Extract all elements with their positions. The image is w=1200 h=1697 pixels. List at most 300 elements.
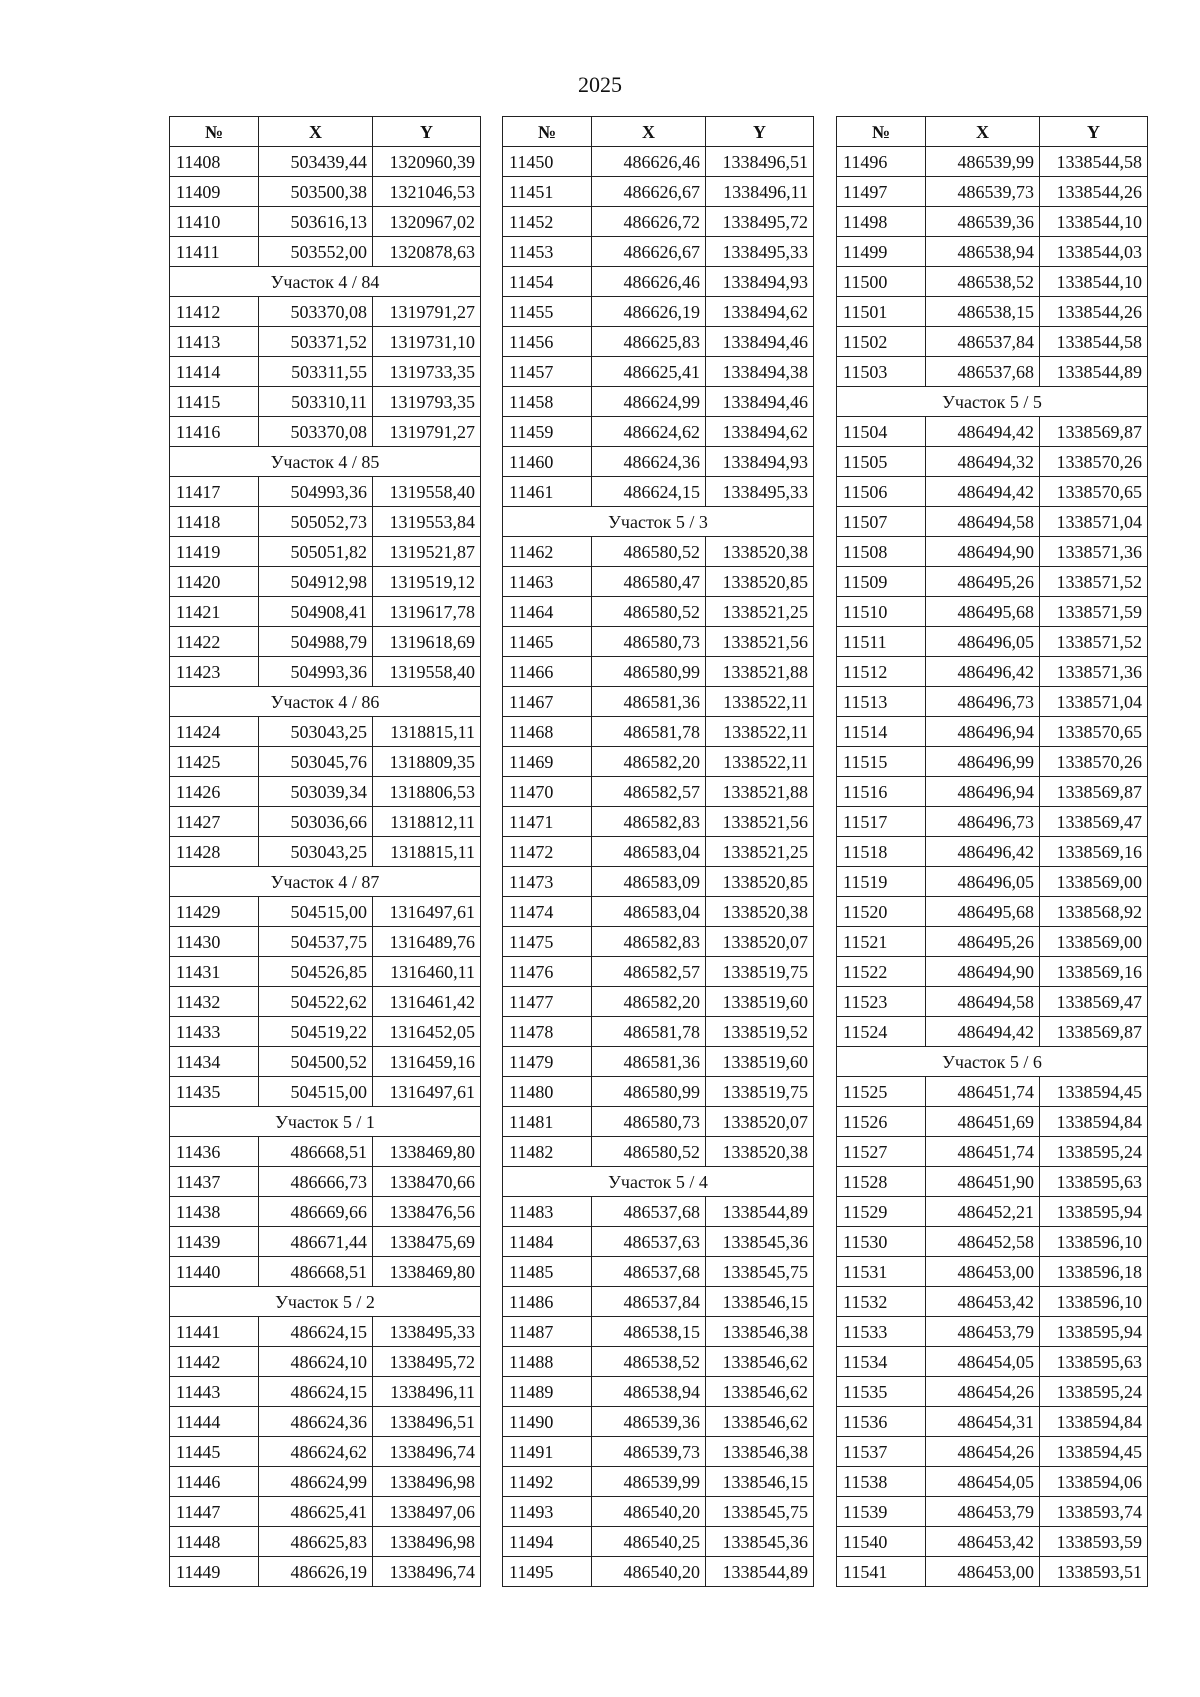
table-row	[503, 267, 814, 297]
table-row	[170, 777, 481, 807]
table-row	[503, 1017, 814, 1047]
y-coordinate-cell: 1338521,56	[706, 627, 814, 657]
x-coordinate-cell: 504908,41	[259, 597, 373, 627]
point-number-cell: 11422	[170, 627, 259, 657]
point-number-cell: 11417	[170, 477, 259, 507]
point-number-cell: 11423	[170, 657, 259, 687]
x-coordinate-cell: 486624,36	[592, 447, 706, 477]
table-row	[503, 207, 814, 237]
point-number-cell: 11489	[503, 1377, 592, 1407]
point-number-cell: 11475	[503, 927, 592, 957]
y-coordinate-cell: 1319791,27	[373, 297, 481, 327]
x-coordinate-cell: 486671,44	[259, 1227, 373, 1257]
point-number-cell: 11438	[170, 1197, 259, 1227]
table-row	[837, 897, 1148, 927]
x-coordinate-cell: 504515,00	[259, 897, 373, 927]
y-coordinate-cell: 1338544,89	[1040, 357, 1148, 387]
point-number-cell: 11424	[170, 717, 259, 747]
point-number-cell: 11491	[503, 1437, 592, 1467]
point-number-cell: 11468	[503, 717, 592, 747]
x-coordinate-cell: 486582,57	[592, 777, 706, 807]
table-row	[170, 417, 481, 447]
point-number-cell: 11439	[170, 1227, 259, 1257]
table-row	[837, 477, 1148, 507]
y-coordinate-cell: 1338545,75	[706, 1257, 814, 1287]
table-row	[170, 1497, 481, 1527]
y-coordinate-cell: 1338570,26	[1040, 747, 1148, 777]
table-row	[837, 867, 1148, 897]
x-coordinate-cell: 486453,42	[926, 1527, 1040, 1557]
y-coordinate-cell: 1320878,63	[373, 237, 481, 267]
point-number-cell: 11507	[837, 507, 926, 537]
point-number-cell: 11429	[170, 897, 259, 927]
table-row	[837, 597, 1148, 627]
x-coordinate-cell: 486582,20	[592, 987, 706, 1017]
table-row	[837, 627, 1148, 657]
table-row	[503, 1197, 814, 1227]
point-number-cell: 11471	[503, 807, 592, 837]
x-coordinate-cell: 486540,20	[592, 1557, 706, 1587]
table-row	[503, 447, 814, 477]
table-row	[837, 957, 1148, 987]
point-number-cell: 11419	[170, 537, 259, 567]
point-number-cell: 11463	[503, 567, 592, 597]
x-coordinate-cell: 486626,19	[592, 297, 706, 327]
y-coordinate-cell: 1319558,40	[373, 657, 481, 687]
point-number-cell: 11418	[170, 507, 259, 537]
header-y: Y	[1040, 117, 1148, 147]
point-number-cell: 11516	[837, 777, 926, 807]
table-row	[170, 1407, 481, 1437]
table-row	[170, 1167, 481, 1197]
table-row	[503, 987, 814, 1017]
table-row	[837, 1257, 1148, 1287]
x-coordinate-cell: 486454,05	[926, 1467, 1040, 1497]
x-coordinate-cell: 486453,79	[926, 1317, 1040, 1347]
x-coordinate-cell: 486624,62	[592, 417, 706, 447]
y-coordinate-cell: 1318812,11	[373, 807, 481, 837]
x-coordinate-cell: 486494,32	[926, 447, 1040, 477]
point-number-cell: 11448	[170, 1527, 259, 1557]
table-row	[170, 987, 481, 1017]
table-row	[837, 987, 1148, 1017]
y-coordinate-cell: 1338595,63	[1040, 1347, 1148, 1377]
y-coordinate-cell: 1338496,98	[373, 1527, 481, 1557]
point-number-cell: 11440	[170, 1257, 259, 1287]
point-number-cell: 11442	[170, 1347, 259, 1377]
point-number-cell: 11443	[170, 1377, 259, 1407]
y-coordinate-cell: 1338520,38	[706, 1137, 814, 1167]
x-coordinate-cell: 486538,94	[926, 237, 1040, 267]
point-number-cell: 11529	[837, 1197, 926, 1227]
y-coordinate-cell: 1338494,62	[706, 297, 814, 327]
y-coordinate-cell: 1338569,87	[1040, 1017, 1148, 1047]
table-row	[503, 357, 814, 387]
table-row	[503, 657, 814, 687]
y-coordinate-cell: 1338594,84	[1040, 1407, 1148, 1437]
point-number-cell: 11420	[170, 567, 259, 597]
x-coordinate-cell: 486538,15	[592, 1317, 706, 1347]
y-coordinate-cell: 1338596,18	[1040, 1257, 1148, 1287]
point-number-cell: 11414	[170, 357, 259, 387]
section-row	[837, 1047, 1148, 1077]
x-coordinate-cell: 486538,52	[926, 267, 1040, 297]
point-number-cell: 11431	[170, 957, 259, 987]
x-coordinate-cell: 486537,84	[926, 327, 1040, 357]
x-coordinate-cell: 486580,52	[592, 537, 706, 567]
x-coordinate-cell: 504537,75	[259, 927, 373, 957]
y-coordinate-cell: 1338522,11	[706, 747, 814, 777]
x-coordinate-cell: 503370,08	[259, 417, 373, 447]
y-coordinate-cell: 1338568,92	[1040, 897, 1148, 927]
point-number-cell: 11461	[503, 477, 592, 507]
point-number-cell: 11428	[170, 837, 259, 867]
point-number-cell: 11465	[503, 627, 592, 657]
table-row	[837, 327, 1148, 357]
x-coordinate-cell: 486495,68	[926, 597, 1040, 627]
y-coordinate-cell: 1338569,16	[1040, 957, 1148, 987]
table-row	[837, 507, 1148, 537]
table-row	[503, 237, 814, 267]
y-coordinate-cell: 1338596,10	[1040, 1227, 1148, 1257]
section-row	[837, 387, 1148, 417]
y-coordinate-cell: 1319618,69	[373, 627, 481, 657]
x-coordinate-cell: 505051,82	[259, 537, 373, 567]
y-coordinate-cell: 1338544,89	[706, 1557, 814, 1587]
point-number-cell: 11525	[837, 1077, 926, 1107]
point-number-cell: 11522	[837, 957, 926, 987]
table-row	[837, 807, 1148, 837]
header-row	[170, 117, 481, 147]
table-row	[503, 147, 814, 177]
x-coordinate-cell: 486539,73	[592, 1437, 706, 1467]
y-coordinate-cell: 1338520,07	[706, 927, 814, 957]
y-coordinate-cell: 1338544,10	[1040, 207, 1148, 237]
point-number-cell: 11509	[837, 567, 926, 597]
y-coordinate-cell: 1338522,11	[706, 687, 814, 717]
point-number-cell: 11524	[837, 1017, 926, 1047]
table-row	[170, 1527, 481, 1557]
table-row	[503, 1557, 814, 1587]
table-row	[837, 237, 1148, 267]
table-row	[837, 1137, 1148, 1167]
table-row	[837, 1317, 1148, 1347]
table-row	[503, 477, 814, 507]
x-coordinate-cell: 486539,36	[926, 207, 1040, 237]
x-coordinate-cell: 486539,99	[592, 1467, 706, 1497]
x-coordinate-cell: 486496,73	[926, 807, 1040, 837]
y-coordinate-cell: 1338495,72	[706, 207, 814, 237]
x-coordinate-cell: 486494,90	[926, 957, 1040, 987]
table-row	[170, 747, 481, 777]
x-coordinate-cell: 486625,41	[259, 1497, 373, 1527]
y-coordinate-cell: 1338571,52	[1040, 567, 1148, 597]
y-coordinate-cell: 1338494,93	[706, 267, 814, 297]
point-number-cell: 11532	[837, 1287, 926, 1317]
table-row	[503, 1407, 814, 1437]
y-coordinate-cell: 1321046,53	[373, 177, 481, 207]
point-number-cell: 11416	[170, 417, 259, 447]
x-coordinate-cell: 486494,42	[926, 1017, 1040, 1047]
table-row	[170, 537, 481, 567]
header-y: Y	[373, 117, 481, 147]
table-row	[837, 357, 1148, 387]
point-number-cell: 11411	[170, 237, 259, 267]
table-row	[170, 357, 481, 387]
table-row	[503, 957, 814, 987]
y-coordinate-cell: 1338544,03	[1040, 237, 1148, 267]
y-coordinate-cell: 1338570,26	[1040, 447, 1148, 477]
x-coordinate-cell: 503039,34	[259, 777, 373, 807]
table-row	[170, 807, 481, 837]
x-coordinate-cell: 503045,76	[259, 747, 373, 777]
y-coordinate-cell: 1338595,63	[1040, 1167, 1148, 1197]
point-number-cell: 11462	[503, 537, 592, 567]
table-row	[170, 627, 481, 657]
point-number-cell: 11449	[170, 1557, 259, 1587]
y-coordinate-cell: 1338594,45	[1040, 1437, 1148, 1467]
y-coordinate-cell: 1338522,11	[706, 717, 814, 747]
y-coordinate-cell: 1338469,80	[373, 1137, 481, 1167]
point-number-cell: 11425	[170, 747, 259, 777]
point-number-cell: 11408	[170, 147, 259, 177]
point-number-cell: 11488	[503, 1347, 592, 1377]
x-coordinate-cell: 486624,15	[259, 1317, 373, 1347]
x-coordinate-cell: 486538,94	[592, 1377, 706, 1407]
x-coordinate-cell: 486496,99	[926, 747, 1040, 777]
y-coordinate-cell: 1338476,56	[373, 1197, 481, 1227]
point-number-cell: 11539	[837, 1497, 926, 1527]
x-coordinate-cell: 486626,67	[592, 237, 706, 267]
point-number-cell: 11409	[170, 177, 259, 207]
table-row	[837, 447, 1148, 477]
table-row	[503, 1287, 814, 1317]
x-coordinate-cell: 505052,73	[259, 507, 373, 537]
y-coordinate-cell: 1316497,61	[373, 897, 481, 927]
x-coordinate-cell: 486582,20	[592, 747, 706, 777]
point-number-cell: 11473	[503, 867, 592, 897]
point-number-cell: 11492	[503, 1467, 592, 1497]
y-coordinate-cell: 1338495,33	[373, 1317, 481, 1347]
y-coordinate-cell: 1319519,12	[373, 567, 481, 597]
table-row	[170, 717, 481, 747]
y-coordinate-cell: 1319793,35	[373, 387, 481, 417]
x-coordinate-cell: 486624,62	[259, 1437, 373, 1467]
y-coordinate-cell: 1338496,11	[373, 1377, 481, 1407]
y-coordinate-cell: 1338544,26	[1040, 177, 1148, 207]
table-row	[503, 297, 814, 327]
point-number-cell: 11474	[503, 897, 592, 927]
y-coordinate-cell: 1338470,66	[373, 1167, 481, 1197]
y-coordinate-cell: 1338520,07	[706, 1107, 814, 1137]
point-number-cell: 11451	[503, 177, 592, 207]
x-coordinate-cell: 486580,73	[592, 1107, 706, 1137]
section-row	[170, 447, 481, 477]
x-coordinate-cell: 486453,00	[926, 1557, 1040, 1587]
point-number-cell: 11527	[837, 1137, 926, 1167]
x-coordinate-cell: 486454,05	[926, 1347, 1040, 1377]
y-coordinate-cell: 1316460,11	[373, 957, 481, 987]
point-number-cell: 11502	[837, 327, 926, 357]
y-coordinate-cell: 1338593,51	[1040, 1557, 1148, 1587]
point-number-cell: 11523	[837, 987, 926, 1017]
table-row	[837, 927, 1148, 957]
x-coordinate-cell: 486537,68	[592, 1257, 706, 1287]
point-number-cell: 11455	[503, 297, 592, 327]
x-coordinate-cell: 486626,72	[592, 207, 706, 237]
table-row	[170, 1017, 481, 1047]
x-coordinate-cell: 504519,22	[259, 1017, 373, 1047]
y-coordinate-cell: 1338546,62	[706, 1377, 814, 1407]
x-coordinate-cell: 504912,98	[259, 567, 373, 597]
x-coordinate-cell: 486580,99	[592, 1077, 706, 1107]
header-number: №	[503, 117, 592, 147]
point-number-cell: 11436	[170, 1137, 259, 1167]
y-coordinate-cell: 1338494,62	[706, 417, 814, 447]
x-coordinate-cell: 486624,15	[259, 1377, 373, 1407]
point-number-cell: 11433	[170, 1017, 259, 1047]
point-number-cell: 11521	[837, 927, 926, 957]
table-row	[837, 1467, 1148, 1497]
point-number-cell: 11537	[837, 1437, 926, 1467]
table-row	[170, 477, 481, 507]
x-coordinate-cell: 486580,47	[592, 567, 706, 597]
table-row	[503, 1317, 814, 1347]
table-row	[837, 837, 1148, 867]
coordinates-table-2	[502, 116, 814, 1587]
x-coordinate-cell: 486668,51	[259, 1257, 373, 1287]
header-x: X	[259, 117, 373, 147]
point-number-cell: 11497	[837, 177, 926, 207]
y-coordinate-cell: 1338593,59	[1040, 1527, 1148, 1557]
x-coordinate-cell: 486583,04	[592, 897, 706, 927]
y-coordinate-cell: 1338546,62	[706, 1347, 814, 1377]
table-row	[837, 417, 1148, 447]
x-coordinate-cell: 503552,00	[259, 237, 373, 267]
x-coordinate-cell: 486582,57	[592, 957, 706, 987]
table-row	[837, 1527, 1148, 1557]
point-number-cell: 11505	[837, 447, 926, 477]
table-row	[837, 1497, 1148, 1527]
y-coordinate-cell: 1319553,84	[373, 507, 481, 537]
y-coordinate-cell: 1338569,16	[1040, 837, 1148, 867]
point-number-cell: 11480	[503, 1077, 592, 1107]
point-number-cell: 11493	[503, 1497, 592, 1527]
table-row	[170, 237, 481, 267]
table-row	[837, 1347, 1148, 1377]
table-row	[170, 507, 481, 537]
y-coordinate-cell: 1338521,88	[706, 657, 814, 687]
x-coordinate-cell: 486540,20	[592, 1497, 706, 1527]
section-title: Участок 5 / 1	[170, 1107, 481, 1137]
point-number-cell: 11481	[503, 1107, 592, 1137]
y-coordinate-cell: 1338475,69	[373, 1227, 481, 1257]
x-coordinate-cell: 486496,94	[926, 717, 1040, 747]
section-title: Участок 5 / 2	[170, 1287, 481, 1317]
y-coordinate-cell: 1338595,94	[1040, 1317, 1148, 1347]
y-coordinate-cell: 1338519,75	[706, 957, 814, 987]
table-row	[837, 1167, 1148, 1197]
x-coordinate-cell: 503310,11	[259, 387, 373, 417]
y-coordinate-cell: 1338519,75	[706, 1077, 814, 1107]
table-row	[170, 927, 481, 957]
x-coordinate-cell: 486625,41	[592, 357, 706, 387]
section-row	[170, 1107, 481, 1137]
table-row	[503, 1137, 814, 1167]
x-coordinate-cell: 486537,63	[592, 1227, 706, 1257]
point-number-cell: 11498	[837, 207, 926, 237]
table-row	[503, 927, 814, 957]
x-coordinate-cell: 486454,31	[926, 1407, 1040, 1437]
x-coordinate-cell: 486626,19	[259, 1557, 373, 1587]
y-coordinate-cell: 1316489,76	[373, 927, 481, 957]
y-coordinate-cell: 1319617,78	[373, 597, 481, 627]
point-number-cell: 11485	[503, 1257, 592, 1287]
table-row	[170, 177, 481, 207]
table-row	[170, 957, 481, 987]
x-coordinate-cell: 504522,62	[259, 987, 373, 1017]
x-coordinate-cell: 486537,68	[592, 1197, 706, 1227]
y-coordinate-cell: 1316497,61	[373, 1077, 481, 1107]
table-row	[503, 1377, 814, 1407]
table-row	[503, 1257, 814, 1287]
table-row	[837, 537, 1148, 567]
x-coordinate-cell: 486624,36	[259, 1407, 373, 1437]
table-row	[503, 1227, 814, 1257]
point-number-cell: 11453	[503, 237, 592, 267]
x-coordinate-cell: 503043,25	[259, 837, 373, 867]
table-row	[170, 837, 481, 867]
point-number-cell: 11531	[837, 1257, 926, 1287]
x-coordinate-cell: 486496,94	[926, 777, 1040, 807]
y-coordinate-cell: 1338544,58	[1040, 327, 1148, 357]
point-number-cell: 11452	[503, 207, 592, 237]
x-coordinate-cell: 486494,58	[926, 987, 1040, 1017]
y-coordinate-cell: 1338594,06	[1040, 1467, 1148, 1497]
y-coordinate-cell: 1338495,72	[373, 1347, 481, 1377]
point-number-cell: 11430	[170, 927, 259, 957]
table-row	[503, 717, 814, 747]
x-coordinate-cell: 486581,36	[592, 687, 706, 717]
table-row	[837, 1107, 1148, 1137]
y-coordinate-cell: 1316459,16	[373, 1047, 481, 1077]
point-number-cell: 11447	[170, 1497, 259, 1527]
x-coordinate-cell: 503370,08	[259, 297, 373, 327]
x-coordinate-cell: 486624,10	[259, 1347, 373, 1377]
y-coordinate-cell: 1338594,84	[1040, 1107, 1148, 1137]
x-coordinate-cell: 503439,44	[259, 147, 373, 177]
section-row	[170, 687, 481, 717]
y-coordinate-cell: 1338496,51	[373, 1407, 481, 1437]
y-coordinate-cell: 1338571,36	[1040, 657, 1148, 687]
y-coordinate-cell: 1338520,85	[706, 867, 814, 897]
point-number-cell: 11454	[503, 267, 592, 297]
table-row	[837, 1437, 1148, 1467]
point-number-cell: 11446	[170, 1467, 259, 1497]
y-coordinate-cell: 1338596,10	[1040, 1287, 1148, 1317]
table-row	[503, 387, 814, 417]
table-row	[837, 207, 1148, 237]
y-coordinate-cell: 1338595,94	[1040, 1197, 1148, 1227]
x-coordinate-cell: 504500,52	[259, 1047, 373, 1077]
point-number-cell: 11486	[503, 1287, 592, 1317]
point-number-cell: 11530	[837, 1227, 926, 1257]
y-coordinate-cell: 1338545,75	[706, 1497, 814, 1527]
table-row	[170, 297, 481, 327]
x-coordinate-cell: 486494,90	[926, 537, 1040, 567]
point-number-cell: 11508	[837, 537, 926, 567]
point-number-cell: 11535	[837, 1377, 926, 1407]
